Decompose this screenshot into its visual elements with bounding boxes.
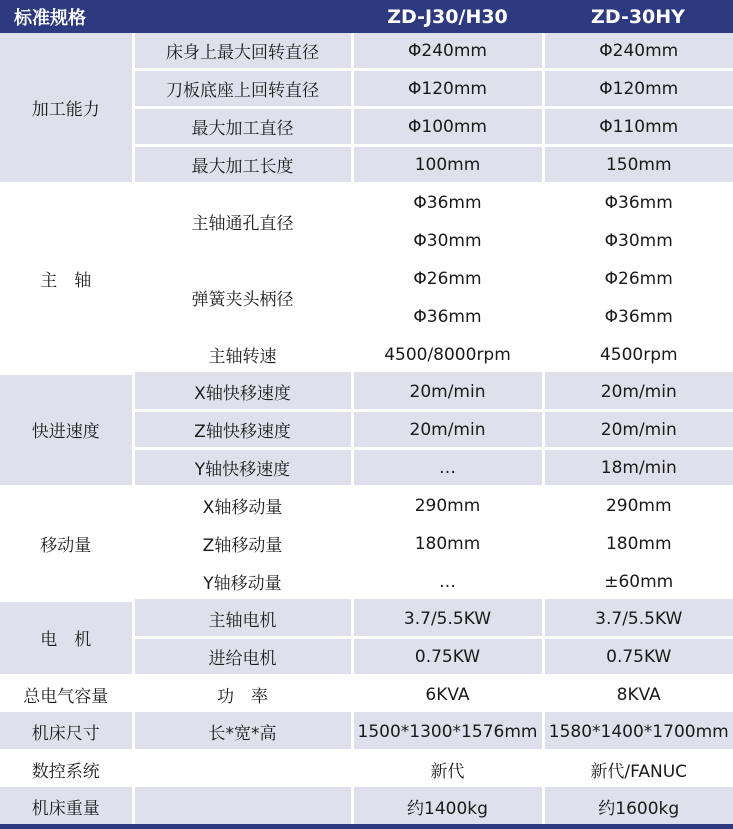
spec-item: 主轴电机 bbox=[133, 600, 352, 638]
table-row bbox=[0, 676, 733, 714]
value-model-b: 180mm bbox=[543, 525, 733, 563]
header-model-b: ZD-30HY bbox=[543, 0, 733, 33]
spec-item: 主轴转速 bbox=[133, 336, 352, 374]
value-model-b: Φ26mm bbox=[543, 260, 733, 298]
value-model-a: 4500/8000rpm bbox=[352, 336, 543, 374]
value-model-a: Φ36mm bbox=[352, 184, 543, 222]
value-model-b: 约1600kg bbox=[543, 788, 733, 827]
value-model-b: 8KVA bbox=[543, 676, 733, 714]
value-model-b: Φ110mm bbox=[543, 108, 733, 146]
value-model-a: Φ100mm bbox=[352, 108, 543, 146]
value-model-b: 290mm bbox=[543, 487, 733, 525]
spec-item: Z轴移动量 bbox=[133, 525, 352, 563]
value-model-a: 6KVA bbox=[352, 676, 543, 714]
value-model-a: … bbox=[352, 563, 543, 601]
value-model-a: Φ240mm bbox=[352, 33, 543, 70]
table-row bbox=[0, 600, 733, 638]
value-model-a: 180mm bbox=[352, 525, 543, 563]
spec-item: Z轴快移速度 bbox=[133, 411, 352, 449]
value-model-a: Φ36mm bbox=[352, 298, 543, 336]
table-row bbox=[0, 33, 733, 70]
table-row bbox=[0, 713, 733, 751]
spec-item bbox=[133, 788, 352, 827]
value-model-b: 150mm bbox=[543, 146, 733, 184]
category-cnc: 数控系统 bbox=[0, 751, 133, 789]
category-travel: 移动量 bbox=[0, 487, 133, 601]
category-size: 机床尺寸 bbox=[0, 713, 133, 751]
category-motor: 电 机 bbox=[0, 600, 133, 676]
value-model-a: 约1400kg bbox=[352, 788, 543, 827]
spec-item: 最大加工长度 bbox=[133, 146, 352, 184]
spec-item bbox=[133, 751, 352, 789]
value-model-b: 20m/min bbox=[543, 373, 733, 411]
value-model-b: Φ36mm bbox=[543, 184, 733, 222]
value-model-a: Φ26mm bbox=[352, 260, 543, 298]
value-model-b: 20m/min bbox=[543, 411, 733, 449]
table-row bbox=[0, 373, 733, 411]
value-model-b: ±60mm bbox=[543, 563, 733, 601]
spec-item: 床身上最大回转直径 bbox=[133, 33, 352, 70]
value-model-a: 0.75KW bbox=[352, 638, 543, 676]
value-model-a: 20m/min bbox=[352, 411, 543, 449]
value-model-a: Φ30mm bbox=[352, 222, 543, 260]
value-model-a: 新代 bbox=[352, 751, 543, 789]
spec-item: 进给电机 bbox=[133, 638, 352, 676]
value-model-b: Φ30mm bbox=[543, 222, 733, 260]
spec-item: X轴快移速度 bbox=[133, 373, 352, 411]
value-model-a: … bbox=[352, 449, 543, 487]
spec-item: 主轴通孔直径 bbox=[133, 184, 352, 260]
spec-item: 刀板底座上回转直径 bbox=[133, 70, 352, 108]
spec-item: Y轴移动量 bbox=[133, 563, 352, 601]
value-model-b: Φ240mm bbox=[543, 33, 733, 70]
table-row bbox=[0, 751, 733, 789]
value-model-b: 4500rpm bbox=[543, 336, 733, 374]
spec-item: 最大加工直径 bbox=[133, 108, 352, 146]
value-model-b: 0.75KW bbox=[543, 638, 733, 676]
value-model-b: Φ36mm bbox=[543, 298, 733, 336]
spec-item: 功 率 bbox=[133, 676, 352, 714]
spec-item: Y轴快移速度 bbox=[133, 449, 352, 487]
value-model-a: 290mm bbox=[352, 487, 543, 525]
table-row bbox=[0, 487, 733, 525]
table-row bbox=[0, 184, 733, 222]
spec-item: 弹簧夹头柄径 bbox=[133, 260, 352, 336]
category-spindle: 主 轴 bbox=[0, 184, 133, 374]
header-spec-label: 标准规格 bbox=[0, 0, 352, 33]
category-rapid: 快进速度 bbox=[0, 373, 133, 487]
value-model-b: 1580*1400*1700mm bbox=[543, 713, 733, 751]
value-model-a: 20m/min bbox=[352, 373, 543, 411]
value-model-b: 3.7/5.5KW bbox=[543, 600, 733, 638]
table-row bbox=[0, 788, 733, 827]
value-model-a: Φ120mm bbox=[352, 70, 543, 108]
header-model-a: ZD-J30/H30 bbox=[352, 0, 543, 33]
category-power: 总电气容量 bbox=[0, 676, 133, 714]
spec-item: X轴移动量 bbox=[133, 487, 352, 525]
value-model-b: 18m/min bbox=[543, 449, 733, 487]
spec-item: 长*宽*高 bbox=[133, 713, 352, 751]
category-machining: 加工能力 bbox=[0, 33, 133, 184]
value-model-b: 新代/FANUC bbox=[543, 751, 733, 789]
header-row bbox=[0, 0, 733, 33]
category-weight: 机床重量 bbox=[0, 788, 133, 827]
value-model-b: Φ120mm bbox=[543, 70, 733, 108]
value-model-a: 100mm bbox=[352, 146, 543, 184]
value-model-a: 3.7/5.5KW bbox=[352, 600, 543, 638]
value-model-a: 1500*1300*1576mm bbox=[352, 713, 543, 751]
